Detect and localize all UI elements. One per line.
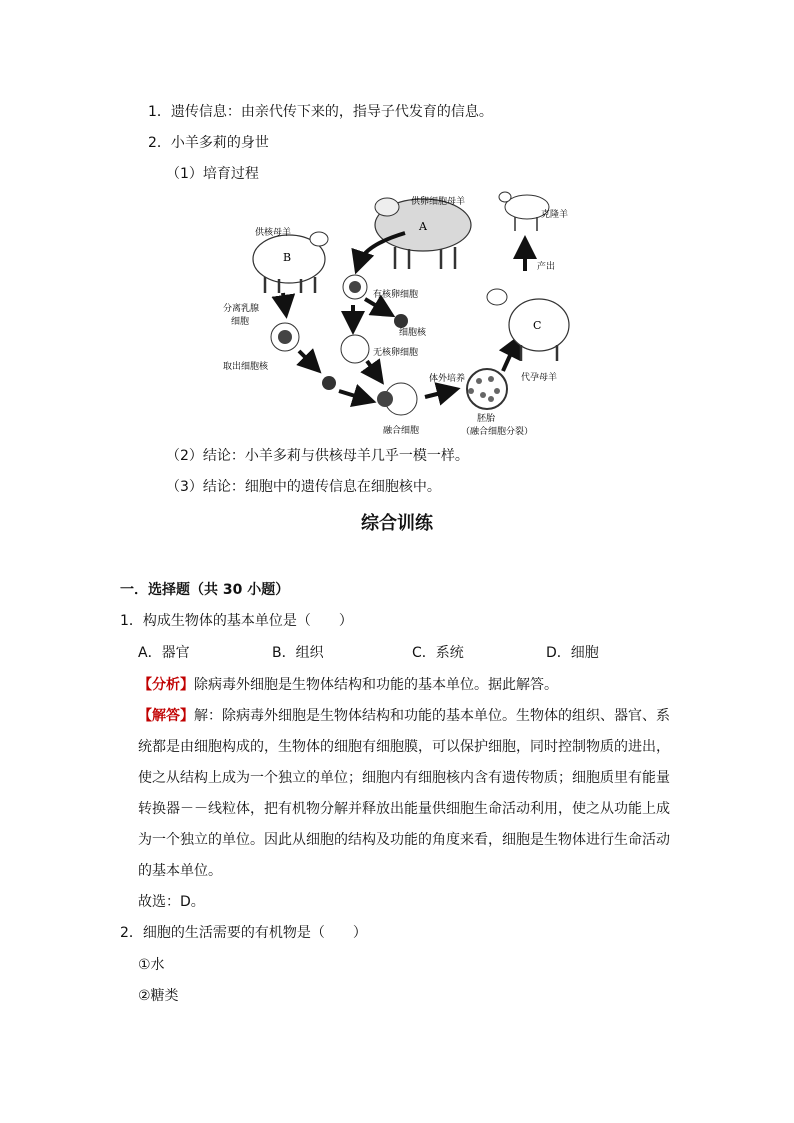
label-surrogate: 代孕母羊	[521, 373, 558, 383]
label-take-nucleus: 取出细胞核	[223, 362, 269, 372]
q1-option-a: A．器官	[138, 645, 190, 661]
label-in-vitro: 体外培养	[429, 374, 466, 384]
q2-item-2: ②糖类	[138, 988, 179, 1004]
answer-tag: 【解答】	[138, 708, 194, 724]
section-heading: 一．选择题（共 30 小题）	[120, 582, 290, 598]
q1-option-c: C．系统	[412, 645, 464, 661]
intro-item-2: 2．小羊多莉的身世	[148, 135, 269, 151]
q1-answer-line-6: 的基本单位。	[138, 863, 222, 879]
sheep-a	[375, 198, 471, 269]
intro-sub-2: （2）结论：小羊多莉与供核母羊几乎一模一样。	[166, 448, 469, 464]
q1-choice: 故选：D。	[138, 894, 205, 910]
q1-answer-line-1	[138, 706, 670, 726]
sheep-c	[487, 289, 569, 361]
intro-sub-1: （1）培育过程	[166, 166, 259, 182]
q1-answer-line-4: 转换器－－线粒体，把有机物分解并释放出能量供细胞生命活动利用，使之从功能上成	[138, 801, 670, 817]
q1-option-b: B．组织	[272, 645, 324, 661]
sheep-b	[253, 232, 328, 293]
label-nucleated-egg: 有核卵细胞	[373, 290, 419, 300]
analysis-tag: 【分析】	[138, 677, 194, 693]
label-a: A	[419, 220, 427, 233]
section-title: 综合训练	[361, 513, 433, 534]
q1-option-d: D．细胞	[546, 645, 599, 661]
label-mammary: 分离乳腺	[223, 304, 260, 314]
label-cell: 细胞	[231, 317, 250, 327]
q1-answer-line-2: 统都是由细胞构成的，生物体的细胞有细胞膜，可以保护细胞，同时控制物质的进出，	[138, 739, 670, 755]
answer-text-1: 解：除病毒外细胞是生物体结构和功能的基本单位。生物体的组织、器官、系	[194, 708, 670, 724]
q2-item-1: ①水	[138, 957, 165, 973]
q2-stem: 2．细胞的生活需要的有机物是（ ）	[120, 925, 367, 941]
q1-answer-line-5: 为一个独立的单位。因此从细胞的结构及功能的角度来看，细胞是生物体进行生命活动	[138, 832, 670, 848]
label-c: C	[533, 319, 542, 332]
q1-answer-line-3: 使之从结构上成为一个独立的单位；细胞内有细胞核内含有遗传物质；细胞质里有能量	[138, 770, 670, 786]
label-fused-cell: 融合细胞	[383, 426, 420, 436]
analysis-text: 除病毒外细胞是生物体结构和功能的基本单位。据此解答。	[194, 677, 558, 693]
q1-analysis	[138, 675, 558, 695]
intro-item-1: 1．遗传信息：由亲代传下来的，指导子代发育的信息。	[148, 104, 493, 120]
intro-sub-3: （3）结论：细胞中的遗传信息在细胞核中。	[166, 479, 441, 495]
label-nucleus-donor: 供核母羊	[255, 228, 292, 238]
label-produce: 产出	[537, 262, 556, 272]
label-clone: 克隆羊	[541, 210, 569, 220]
label-enucleated-egg: 无核卵细胞	[373, 348, 419, 358]
label-embryo: 胚胎	[477, 414, 496, 424]
label-nucleus: 细胞核	[399, 328, 427, 338]
label-b: B	[282, 251, 292, 264]
dolly-cloning-diagram	[215, 185, 575, 440]
q1-stem: 1．构成生物体的基本单位是（ ）	[120, 613, 353, 629]
label-embryo-note: （融合细胞分裂）	[461, 427, 534, 437]
label-egg-donor: 供卵细胞母羊	[411, 197, 466, 207]
